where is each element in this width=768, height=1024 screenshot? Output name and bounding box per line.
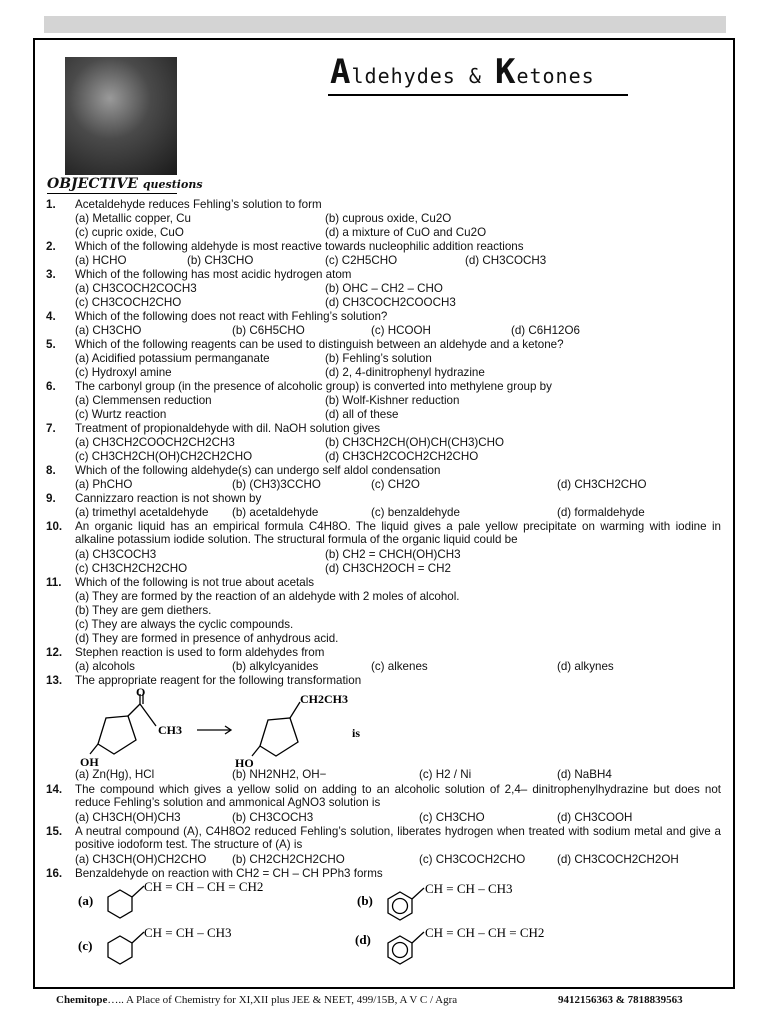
molecule-photo xyxy=(65,57,177,175)
option-c: (c) Hydroxyl amine xyxy=(75,366,172,379)
question-text: Acetaldehyde reduces Fehling’s solution to form xyxy=(75,198,322,211)
option-d: (d) CH3CH2OCH = CH2 xyxy=(325,562,451,575)
option-c: (c) benzaldehyde xyxy=(371,506,460,519)
option-b: (b) (CH3)3CCHO xyxy=(232,478,321,491)
objective-underline xyxy=(47,193,177,194)
options-structures xyxy=(70,878,590,972)
option-b: (b) Fehling’s solution xyxy=(325,352,432,365)
option-b: (b) Wolf-Kishner reduction xyxy=(325,394,460,407)
option-a: (a) CH3CH(OH)CH3 xyxy=(75,811,181,824)
option-a: (a) Clemmensen reduction xyxy=(75,394,212,407)
question-text: Stephen reaction is used to form aldehydes from xyxy=(75,646,325,659)
option-c: (c) CH2O xyxy=(371,478,420,491)
option-d: (d) all of these xyxy=(325,408,399,421)
option-c: (c) CH3COCH2CHO xyxy=(75,296,182,309)
question-text: Which of the following has most acidic hydrogen atom xyxy=(75,268,352,281)
option-a: (a) CH3COCH3 xyxy=(75,548,157,561)
option-d: (d) 2, 4-dinitrophenyl hydrazine xyxy=(325,366,485,379)
question-text: The appropriate reagent for the following transformation xyxy=(75,674,362,687)
option-d: (d) formaldehyde xyxy=(557,506,645,519)
option-a: (a) CH3COCH2COCH3 xyxy=(75,282,197,295)
question-text: A neutral compound (A), C4H8O2 reduced Fehling’s solution, liberates hydrogen when treated with sodium metal and give a positive iodoform test. The structure of (A) is xyxy=(75,825,721,851)
hydroxyl-label: OH xyxy=(80,755,99,768)
question-text: Cannizzaro reaction is not shown by xyxy=(75,492,262,505)
option-b: (b) alkylcyanides xyxy=(232,660,319,673)
chain-formula: CH = CH – CH3 xyxy=(425,881,513,896)
cyclopentane-ring xyxy=(98,716,136,754)
option-a: (a) CH3CHO xyxy=(75,324,142,337)
title-underline xyxy=(328,94,628,96)
option-c: (c) CH3CH2CH(OH)CH2CH2CHO xyxy=(75,450,253,463)
oxygen-label: O xyxy=(136,688,146,699)
cyclohexane-ring xyxy=(108,936,132,964)
question-number: 5. xyxy=(46,338,56,351)
question-number: 15. xyxy=(46,825,63,838)
objective-heading: OBJECTIVE questions xyxy=(47,176,203,192)
question-text: Treatment of propionaldehyde with dil. NaOH solution gives xyxy=(75,422,381,435)
option-a: (a) Metallic copper, Cu xyxy=(75,212,191,225)
option-c: (c) They are always the cyclic compounds. xyxy=(75,618,294,631)
option-c: (c) C2H5CHO xyxy=(325,254,398,267)
option-a: (a) Zn(Hg), HCl xyxy=(75,768,155,781)
question-text: The compound which gives a yellow solid on adding to an alcoholic solution of 2,4– dinitrophenylhydrazine but does not reduce Fehling’s solution and ammonical AgNO3 solution is xyxy=(75,783,721,809)
option-b: (b) CH3CH2CH(OH)CH(CH3)CHO xyxy=(325,436,505,449)
top-gray-bar xyxy=(44,16,726,33)
footer-brand: Chemitope xyxy=(56,994,108,1006)
option-b: (b) acetaldehyde xyxy=(232,506,319,519)
option-a: (a) They are formed by the reaction of an aldehyde with 2 moles of alcohol. xyxy=(75,590,460,603)
option-b: (b) CH2CH2CH2CHO xyxy=(232,853,345,866)
option-b: (b) CH3CHO xyxy=(187,254,254,267)
footer-phone: 9412156363 & 7818839563 xyxy=(558,994,683,1006)
question-number: 6. xyxy=(46,380,56,393)
option-b: (b) OHC – CH2 – CHO xyxy=(325,282,443,295)
cyclohexane-ring xyxy=(108,890,132,918)
option-a: (a) CH3CH(OH)CH2CHO xyxy=(75,853,207,866)
option-b: (b) CH3COCH3 xyxy=(232,811,314,824)
option-label: (b) xyxy=(357,893,373,908)
hydroxyl-label: HO xyxy=(235,756,254,768)
question-number: 10. xyxy=(46,520,63,533)
methyl-label: CH3 xyxy=(158,723,182,737)
question-text: An organic liquid has an empirical formula C4H8O. The liquid gives a pale yellow precipitate on warming with iodine in alkaline potassium iodide solution. The structural formula of the organic liquid could be xyxy=(75,520,721,546)
option-d: (d) CH3COOH xyxy=(557,811,633,824)
chain-formula: CH = CH – CH = CH2 xyxy=(144,879,264,894)
question-text: Which of the following does not react with Fehling’s solution? xyxy=(75,310,388,323)
question-number: 14. xyxy=(46,783,63,796)
question-number: 2. xyxy=(46,240,56,253)
option-c: (c) CH3CHO xyxy=(419,811,485,824)
question-text: Which of the following reagents can be used to distinguish between an aldehyde and a ketone? xyxy=(75,338,564,351)
option-d: (d) CH3COCH2COOCH3 xyxy=(325,296,456,309)
question-number: 13. xyxy=(46,674,63,687)
cyclopentane-ring xyxy=(260,718,298,756)
option-a: (a) CH3CH2COOCH2CH2CH3 xyxy=(75,436,235,449)
option-b: (b) CH2 = CHCH(OH)CH3 xyxy=(325,548,461,561)
option-b: (b) C6H5CHO xyxy=(232,324,305,337)
question-number: 3. xyxy=(46,268,56,281)
question-number: 4. xyxy=(46,310,56,323)
question-text: Which of the following aldehyde(s) can undergo self aldol condensation xyxy=(75,464,441,477)
option-a: (a) Acidified potassium permanganate xyxy=(75,352,270,365)
question-text: Which of the following aldehyde is most reactive towards nucleophilic addition reactions xyxy=(75,240,524,253)
question-number: 16. xyxy=(46,867,63,880)
question-text: The carbonyl group (in the presence of alcoholic group) is converted into methylene group by xyxy=(75,380,552,393)
option-d: (d) CH3CH2CHO xyxy=(557,478,647,491)
option-d: (d) a mixture of CuO and Cu2O xyxy=(325,226,487,239)
option-d: (d) alkynes xyxy=(557,660,614,673)
page-title: Aldehydes & Ketones xyxy=(330,52,595,92)
transformation-structure xyxy=(80,688,380,768)
footer-text xyxy=(56,994,457,1006)
option-c: (c) CH3COCH2CHO xyxy=(419,853,526,866)
benzene-ring xyxy=(388,936,412,964)
chain-formula: CH = CH – CH = CH2 xyxy=(425,925,545,940)
footer-address: ….. A Place of Chemistry for XI,XII plus JEE & NEET, 499/15B, A V C / Agra xyxy=(107,994,458,1006)
option-d: (d) They are formed in presence of anhydrous acid. xyxy=(75,632,339,645)
question-number: 1. xyxy=(46,198,56,211)
option-a: (a) PhCHO xyxy=(75,478,133,491)
benzene-ring xyxy=(388,892,412,920)
question-text: Benzaldehyde on reaction with CH2 = CH – CH PPh3 forms xyxy=(75,867,383,880)
question-text: Which of the following is not true about acetals xyxy=(75,576,315,589)
option-label: (a) xyxy=(78,893,94,908)
question-number: 11. xyxy=(46,576,62,589)
option-label: (d) xyxy=(355,932,371,947)
option-c: (c) CH3CH2CH2CHO xyxy=(75,562,188,575)
option-c: (c) H2 / Ni xyxy=(419,768,472,781)
option-d: (d) CH3COCH3 xyxy=(465,254,547,267)
option-a: (a) HCHO xyxy=(75,254,127,267)
question-number: 9. xyxy=(46,492,56,505)
option-d: (d) NaBH4 xyxy=(557,768,612,781)
ethyl-label: CH2CH3 xyxy=(300,692,348,706)
option-c: (c) HCOOH xyxy=(371,324,431,337)
option-c: (c) Wurtz reaction xyxy=(75,408,167,421)
question-number: 8. xyxy=(46,464,56,477)
option-b: (b) They are gem diethers. xyxy=(75,604,212,617)
option-a: (a) alcohols xyxy=(75,660,135,673)
question-number: 7. xyxy=(46,422,56,435)
option-b: (b) NH2NH2, OH− xyxy=(232,768,327,781)
option-d: (d) CH3CH2COCH2CH2CHO xyxy=(325,450,479,463)
option-c: (c) cupric oxide, CuO xyxy=(75,226,184,239)
is-label: is xyxy=(352,726,361,740)
option-label: (c) xyxy=(78,938,93,953)
option-b: (b) cuprous oxide, Cu2O xyxy=(325,212,452,225)
question-number: 12. xyxy=(46,646,63,659)
chain-formula: CH = CH – CH3 xyxy=(144,925,232,940)
option-d: (d) C6H12O6 xyxy=(511,324,580,337)
option-c: (c) alkenes xyxy=(371,660,428,673)
option-d: (d) CH3COCH2CH2OH xyxy=(557,853,679,866)
option-a: (a) trimethyl acetaldehyde xyxy=(75,506,209,519)
